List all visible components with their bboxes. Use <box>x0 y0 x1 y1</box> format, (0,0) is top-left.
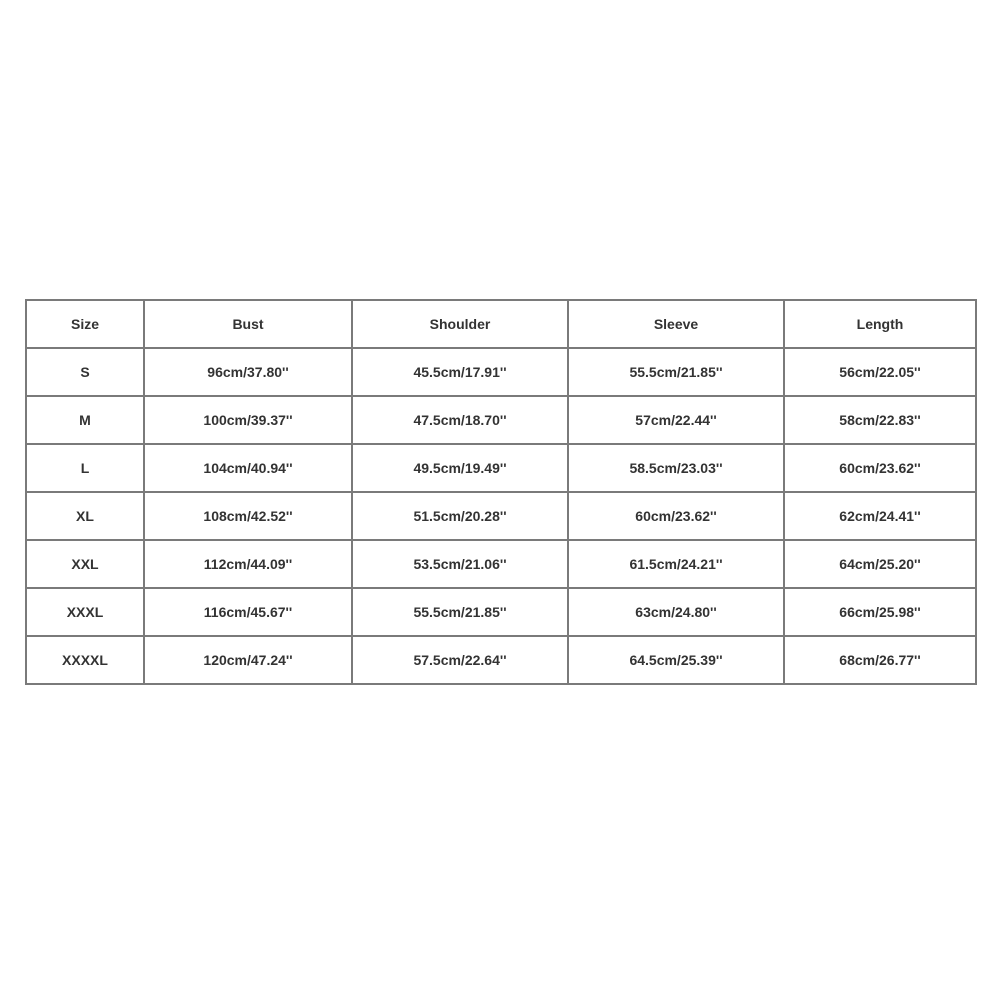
cell-size: M <box>26 396 144 444</box>
cell-bust: 96cm/37.80'' <box>144 348 352 396</box>
cell-size: XXXL <box>26 588 144 636</box>
cell-bust: 100cm/39.37'' <box>144 396 352 444</box>
header-length: Length <box>784 300 976 348</box>
table-row <box>26 396 976 444</box>
cell-shoulder: 55.5cm/21.85'' <box>352 588 568 636</box>
cell-shoulder: 49.5cm/19.49'' <box>352 444 568 492</box>
cell-length: 64cm/25.20'' <box>784 540 976 588</box>
size-chart-table <box>25 299 977 685</box>
header-shoulder: Shoulder <box>352 300 568 348</box>
cell-shoulder: 45.5cm/17.91'' <box>352 348 568 396</box>
header-sleeve: Sleeve <box>568 300 784 348</box>
cell-length: 58cm/22.83'' <box>784 396 976 444</box>
cell-size: XXL <box>26 540 144 588</box>
cell-sleeve: 57cm/22.44'' <box>568 396 784 444</box>
table-row <box>26 444 976 492</box>
size-chart-header <box>26 300 976 348</box>
cell-bust: 116cm/45.67'' <box>144 588 352 636</box>
cell-sleeve: 63cm/24.80'' <box>568 588 784 636</box>
cell-size: XL <box>26 492 144 540</box>
cell-length: 66cm/25.98'' <box>784 588 976 636</box>
table-row <box>26 492 976 540</box>
cell-shoulder: 53.5cm/21.06'' <box>352 540 568 588</box>
cell-length: 60cm/23.62'' <box>784 444 976 492</box>
cell-shoulder: 51.5cm/20.28'' <box>352 492 568 540</box>
cell-bust: 104cm/40.94'' <box>144 444 352 492</box>
header-size: Size <box>26 300 144 348</box>
table-row <box>26 636 976 684</box>
cell-length: 56cm/22.05'' <box>784 348 976 396</box>
cell-size: S <box>26 348 144 396</box>
header-row <box>26 300 976 348</box>
table-row <box>26 540 976 588</box>
cell-bust: 108cm/42.52'' <box>144 492 352 540</box>
cell-length: 68cm/26.77'' <box>784 636 976 684</box>
cell-sleeve: 60cm/23.62'' <box>568 492 784 540</box>
cell-bust: 120cm/47.24'' <box>144 636 352 684</box>
cell-sleeve: 58.5cm/23.03'' <box>568 444 784 492</box>
cell-bust: 112cm/44.09'' <box>144 540 352 588</box>
header-bust: Bust <box>144 300 352 348</box>
size-chart-body <box>26 348 976 684</box>
cell-sleeve: 64.5cm/25.39'' <box>568 636 784 684</box>
cell-size: XXXXL <box>26 636 144 684</box>
cell-size: L <box>26 444 144 492</box>
cell-length: 62cm/24.41'' <box>784 492 976 540</box>
cell-sleeve: 55.5cm/21.85'' <box>568 348 784 396</box>
cell-sleeve: 61.5cm/24.21'' <box>568 540 784 588</box>
table-row <box>26 588 976 636</box>
cell-shoulder: 57.5cm/22.64'' <box>352 636 568 684</box>
table-row <box>26 348 976 396</box>
cell-shoulder: 47.5cm/18.70'' <box>352 396 568 444</box>
